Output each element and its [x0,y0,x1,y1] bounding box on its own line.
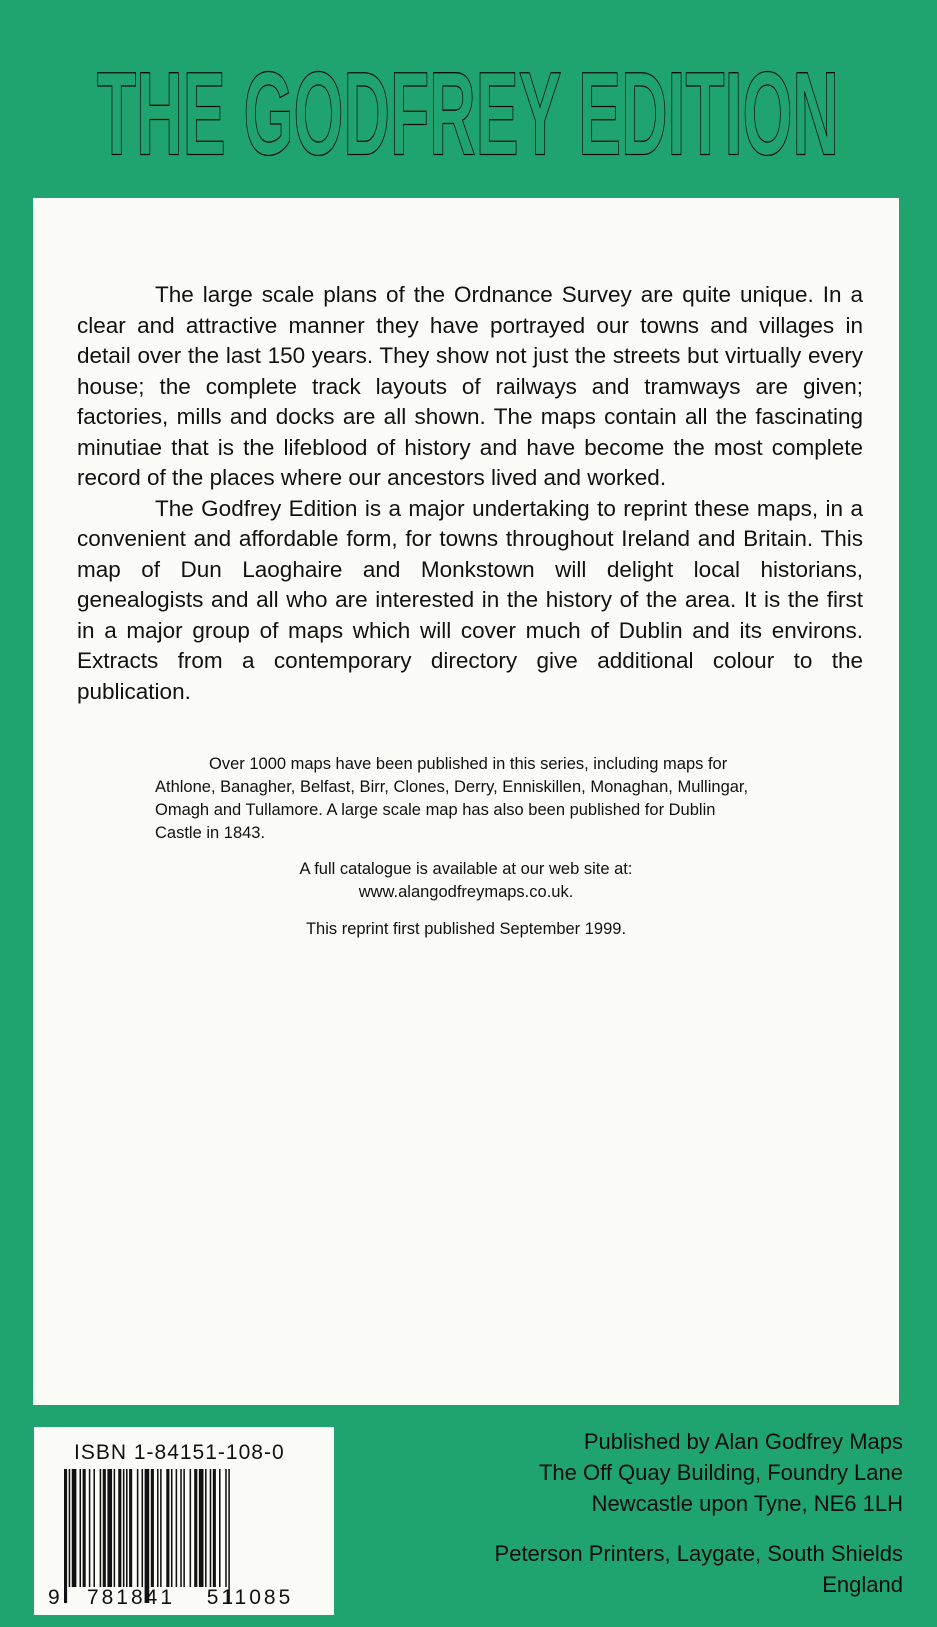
printer-line-2: England [822,1572,903,1597]
series-note [155,753,765,845]
isbn-barcode-box [34,1427,334,1615]
barcode [34,1427,334,1615]
barcode-bar [126,1469,128,1587]
barcode-bar [103,1469,106,1587]
barcode-bar [228,1469,230,1603]
printer-line-1: Peterson Printers, Laygate, South Shields [494,1541,903,1566]
catalogue-note [33,858,899,904]
printer-info [383,1538,903,1600]
barcode-bar [114,1469,116,1587]
barcode-bar [69,1469,71,1587]
barcode-bar [190,1469,192,1587]
reprint-line: This reprint first published September 1999. [305,920,627,938]
barcode-digits-left: 781841 [86,1586,176,1609]
barcode-bar [183,1469,185,1587]
barcode-bar [83,1469,86,1587]
isbn-label: ISBN 1-84151-108-0 [74,1441,285,1464]
barcode-bar [157,1469,159,1587]
barcode-bar [166,1469,169,1587]
barcode-bar [80,1469,82,1587]
catalogue-line: A full catalogue is available at our web site at: [299,860,633,878]
barcode-bar [93,1469,95,1587]
barcode-bar [100,1469,102,1587]
publisher-line-2: The Off Quay Building, Foundry Lane [538,1460,903,1485]
barcode-bar [210,1469,212,1587]
barcode-bar [180,1469,182,1587]
barcode-bar [89,1469,91,1587]
barcode-bar [118,1469,121,1587]
barcode-bar [205,1469,207,1587]
barcode-bar [64,1469,67,1603]
barcode-bars [64,1469,230,1603]
intro-paragraph-2: The Godfrey Edition is a major undertaking to reprint these maps, in a convenient and affordable form, for towns throughout Ireland and Britain. This map of Dun Laoghaire and Monkstown will delight local historians, genealogists and all who are interested in the history of the area. It is the first in a major group of maps which will cover much of Dublin and its environs. Extracts from a contemporary directory give additional colour to the publication. [77,495,863,704]
barcode-digits-right: 511085 [206,1586,294,1609]
barcode-bar [129,1469,132,1587]
barcode-bar [123,1469,125,1587]
description-panel [33,198,899,1405]
barcode-bar [213,1469,216,1587]
barcode-bar [137,1469,139,1587]
publisher-line-3: Newcastle upon Tyne, NE6 1LH [591,1491,903,1516]
barcode-bar [171,1469,173,1587]
barcode-bar [219,1469,221,1587]
barcode-bar [160,1469,162,1587]
cover-title-svg [0,28,937,178]
reprint-note [33,918,899,941]
catalogue-url: www.alangodfreymaps.co.uk. [358,883,574,901]
barcode-bar [151,1469,154,1587]
barcode-bar [194,1469,197,1587]
barcode-bar [225,1469,227,1587]
barcode-bar [72,1469,77,1587]
barcode-svg [34,1427,334,1615]
barcode-bar [199,1469,204,1587]
publisher-info [383,1426,903,1519]
barcode-digit-prefix: 9 [48,1586,60,1609]
cover-title [0,28,937,178]
barcode-bar [107,1469,112,1587]
intro-paragraph-1: The large scale plans of the Ordnance Survey are quite unique. In a clear and attractive manner they have portrayed our towns and villages in detail over the last 150 years. They show not just the streets but virtually every house; the complete track layouts of railways and tramways are given; factories, mills and docks are all shown. The maps contain all the fascinating minutiae that is the lifeblood of history and have become the most complete record of the places where our ancestors lived and worked. [77,282,863,490]
title-text: THE GODFREY EDITION [97,48,840,178]
intro-text [77,280,863,707]
barcode-bar [145,1469,150,1603]
publisher-line-1: Published by Alan Godfrey Maps [583,1429,903,1454]
barcode-bar [176,1469,178,1587]
barcode-bar [142,1469,144,1587]
series-paragraph: Over 1000 maps have been published in this series, including maps for Athlone, Banagher, Belfast, Birr, Clones, Derry, Enniskillen, Monaghan, Mullingar, Omagh and Tullamore. A large scale map has also been published for Dublin Castle in 1843. [155,755,749,842]
